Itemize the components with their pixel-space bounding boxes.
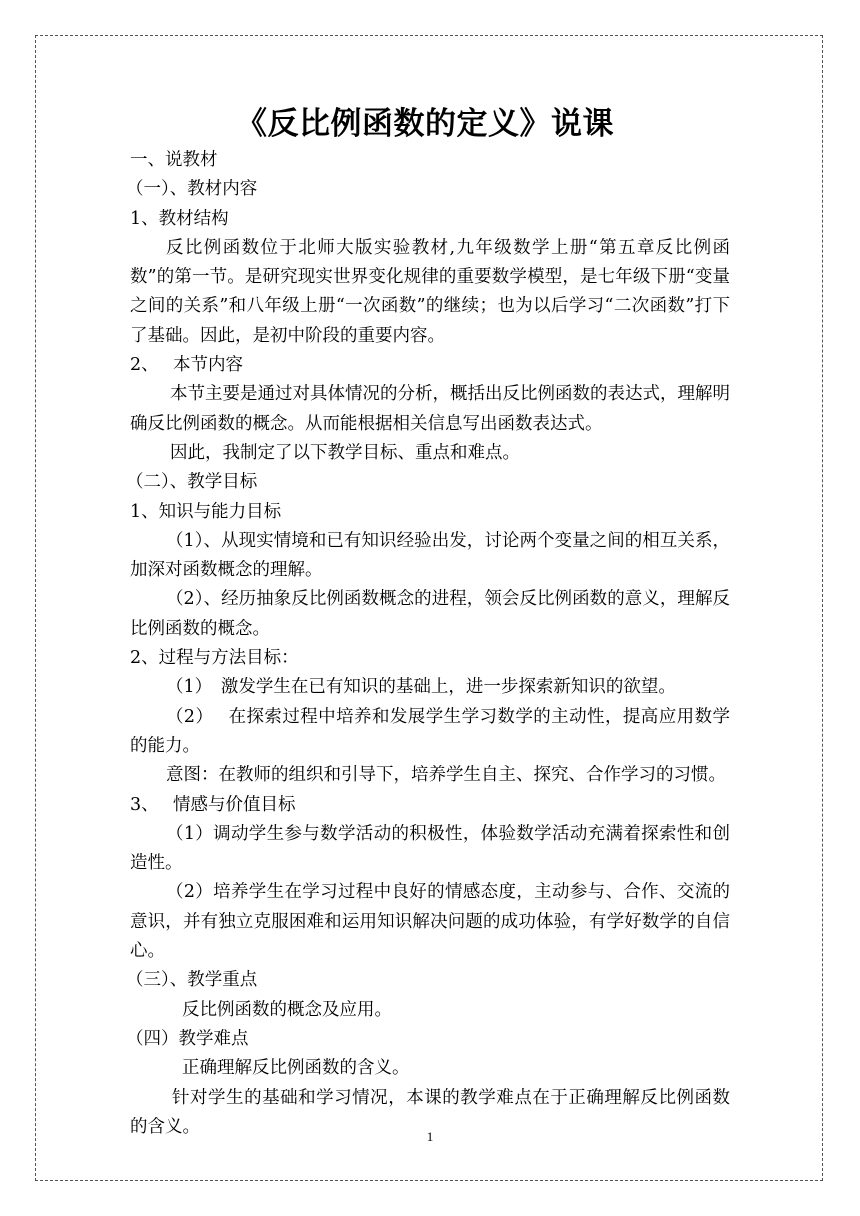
subsection-heading: （三）、教学重点 <box>126 970 258 991</box>
statement: 反比例函数的概念及应用。 <box>182 999 392 1020</box>
paragraph: 意图：在教师的组织和引导下，培养学生自主、探究、合作学习的习惯。 <box>166 765 726 786</box>
paragraph: 反比例函数位于北师大版实验教材,九年级数学上册“第五章反比例函数”的第一节。是研究现实世界变化规律的重要数学模型，是七年级下册“变量之间的关系”和八年级上册“一次函数”的继续；也为以后学习“二次函数”打下了基础。因此，是初中阶段的重要内容。 <box>130 237 730 346</box>
paragraph: （1）、从现实情境和已有知识经验出发，讨论两个变量之间的相互关系，加深对函数概念的理解。 <box>130 530 730 581</box>
item-heading: 2、过程与方法目标： <box>130 648 299 669</box>
statement: 正确理解反比例函数的含义。 <box>182 1058 410 1079</box>
paragraph: （2） 在探索过程中培养和发展学生学习数学的主动性，提高应用数学的能力。 <box>130 706 730 756</box>
subsection-heading: （四）教学难点 <box>126 1028 249 1049</box>
subsection-heading: （二）、教学目标 <box>126 472 258 493</box>
document-body <box>126 102 730 1142</box>
paragraph: 因此，我制定了以下教学目标、重点和难点。 <box>170 442 520 463</box>
subsection-heading: （一）、教材内容 <box>126 179 258 200</box>
item-heading: 2、 本节内容 <box>130 355 243 376</box>
paragraph: （2）、经历抽象反比例函数概念的进程，领会反比例函数的意义，理解反比例函数的概念。 <box>130 589 730 639</box>
paragraph: 本节主要是通过对具体情况的分析，概括出反比例函数的表达式，理解明确反比例函数的概念。从而能根据相关信息写出函数表达式。 <box>130 384 730 434</box>
section-heading: 一、说教材 <box>130 150 218 170</box>
item-heading: 3、 情感与价值目标 <box>130 794 296 815</box>
paragraph: 针对学生的基础和学习情况，本课的教学难点在于正确理解反比例函数的含义。 <box>130 1087 730 1137</box>
paragraph: （2）培养学生在学习过程中良好的情感态度，主动参与、合作、交流的意识，并有独立克服困难和运用知识解决问题的成功体验，有学好数学的自信心。 <box>130 882 730 962</box>
paragraph: （1）调动学生参与数学活动的积极性，体验数学活动充满着探索性和创造性。 <box>130 823 730 874</box>
list-item: （1） 激发学生在已有知识的基础上，进一步探索新知识的欲望。 <box>166 677 676 698</box>
item-heading: 1、教材结构 <box>130 208 229 229</box>
item-heading: 1、知识与能力目标 <box>130 501 282 522</box>
page-number: 1 <box>426 1129 434 1144</box>
document-title: 《反比例函数的定义》说课 <box>236 106 614 142</box>
